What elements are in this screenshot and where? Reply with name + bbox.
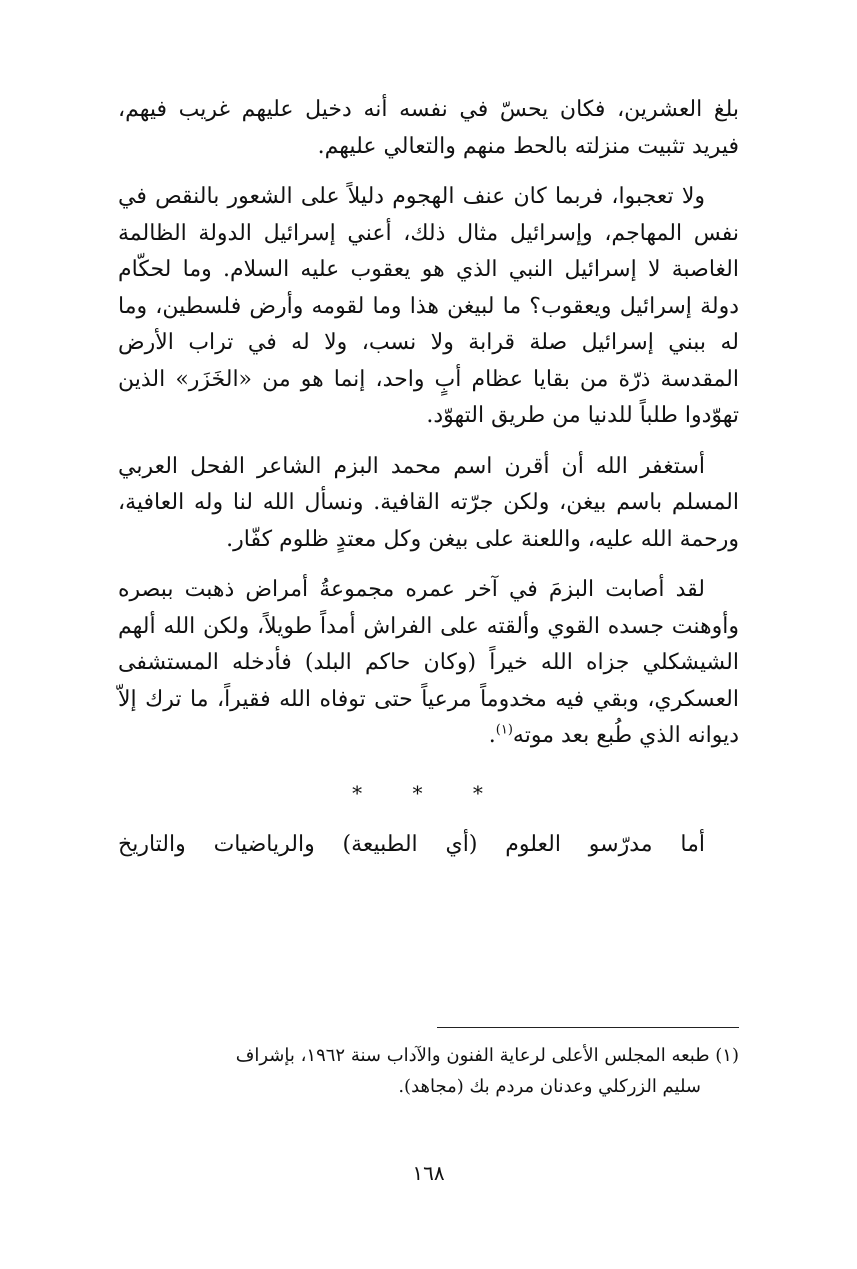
paragraph-illness: [118, 572, 739, 755]
paragraph-continuation: بلغ العشرين، فكان يحسّ في نفسه أنه دخيل عليهم غريب فيهم، فيريد تثبيت منزلته بالحط منهم والتعالي عليهم.: [118, 97, 739, 159]
paragraph-illness-ending: .: [488, 723, 496, 748]
paragraph-apology: أستغفر الله أن أقرن اسم محمد البزم الشاعر الفحل العربي المسلم باسم بيغن، ولكن جرّته القافية. ونسأل الله لنا وله العافية، ورحمة الله عليه، واللعنة على بيغن وكل معتدٍ ظلوم كفّار.: [118, 453, 739, 552]
paragraph-illness-text: لقد أصابت البزمَ في آخر عمره مجموعةُ أمراض ذهبت ببصره وأوهنت جسده القوي وألقته على الفراش أمداً طويلاً، ولكن الله ألهم الشيشكلي جزاه الله خيراً (وكان حاكم البلد) فأدخله المستشفى العسكري، وبقي فيه مخدوماً مرعياً حتى توفاه الله فقيراً، ما ترك إلاّ ديوانه الذي طُبع بعد موته: [118, 577, 739, 748]
section-separator: * * *: [352, 780, 505, 805]
page-body: [118, 92, 739, 863]
paragraph-final-line: أما مدرّسو العلوم (أي الطبيعة) والرياضيات والتاريخ: [118, 831, 705, 857]
footnote-line-1: (١) طبعه المجلس الأعلى لرعاية الفنون والآداب سنة ١٩٦٢، بإشراف: [235, 1045, 739, 1066]
footnote-line-2: سليم الزركلي وعدنان مردم بك (مجاهد).: [398, 1076, 701, 1097]
page-number: ١٦٨: [412, 1161, 445, 1185]
footnote-divider: [437, 1027, 739, 1028]
footnotes: [118, 1040, 739, 1102]
footnote-reference: (١): [495, 722, 513, 738]
paragraph-israel: ولا تعجبوا، فربما كان عنف الهجوم دليلاً على الشعور بالنقص في نفس المهاجم، وإسرائيل مثال ذلك، أعني إسرائيل الدولة الظالمة الغاصبة لا إسرائيل النبي الذي هو يعقوب عليه السلام. وما لحكّام دولة إسرائيل ويعقوب؟ ما لبيغن هذا وما لقومه وأرض فلسطين، وما له ببني إسرائيل صلة قرابة ولا نسب، ولا له في تراب الأرض المقدسة ذرّة من بقايا عظام أبٍ واحد، إنما هو من «الخَزَر» الذين تهوّدوا طلباً للدنيا من طريق التهوّد.: [118, 184, 739, 428]
